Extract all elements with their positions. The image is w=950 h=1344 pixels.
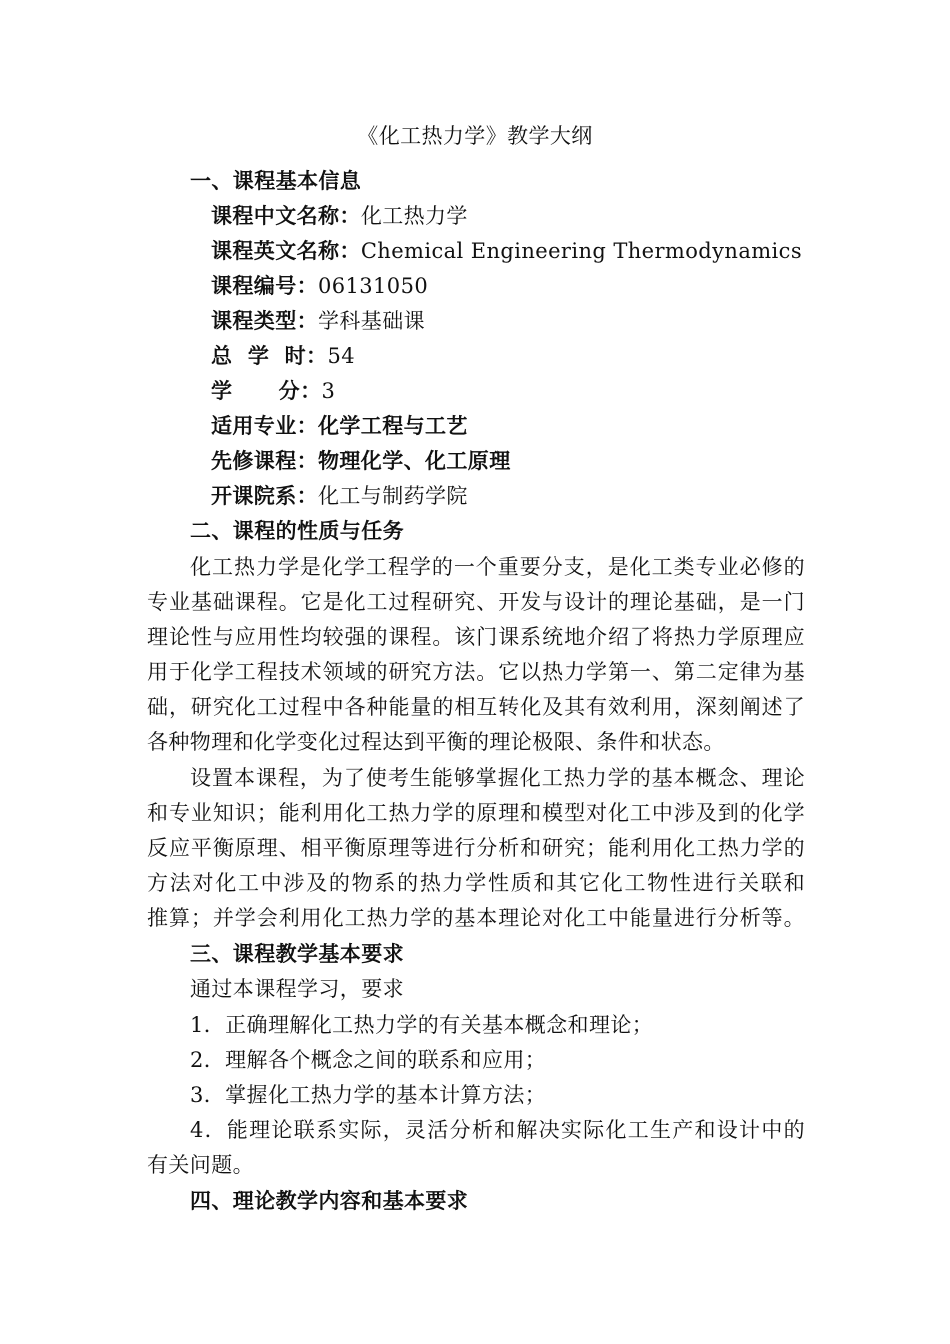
field-total-hours bbox=[211, 342, 355, 370]
field-value: 化学工程与工艺 bbox=[318, 414, 468, 438]
field-prerequisites bbox=[211, 447, 511, 475]
paragraph-line: 用于化学工程技术领域的研究方法。它以热力学第一、第二定律为基 bbox=[147, 660, 805, 684]
list-item: 2．理解各个概念之间的联系和应用； bbox=[190, 1048, 547, 1072]
field-label: 课程中文名称： bbox=[211, 204, 361, 228]
field-major bbox=[211, 412, 468, 440]
list-item: 3．掌握化工热力学的基本计算方法； bbox=[190, 1083, 547, 1107]
field-value: 54 bbox=[327, 344, 355, 368]
field-value: 物理化学、化工原理 bbox=[318, 449, 511, 473]
section-heading-requirements: 三、课程教学基本要求 bbox=[190, 942, 404, 966]
field-course-type bbox=[211, 307, 425, 335]
field-course-code bbox=[211, 272, 428, 300]
field-label: 先修课程： bbox=[211, 449, 318, 473]
field-english-name bbox=[211, 237, 802, 265]
field-chinese-name bbox=[211, 202, 468, 230]
field-value: 化工热力学 bbox=[360, 204, 468, 228]
list-item-continuation: 有关问题。 bbox=[147, 1153, 254, 1177]
field-label: 总 学 时： bbox=[211, 344, 328, 368]
field-label: 课程类型： bbox=[211, 309, 318, 333]
paragraph-line: 础，研究化工过程中各种能量的相互转化及其有效利用，深刻阐述了 bbox=[147, 695, 805, 719]
paragraph-line: 理论性与应用性均较强的课程。该门课系统地介绍了将热力学原理应 bbox=[147, 625, 805, 649]
section-heading-basic-info: 一、课程基本信息 bbox=[190, 169, 362, 193]
paragraph-line: 专业基础课程。它是化工过程研究、开发与设计的理论基础，是一门 bbox=[147, 590, 805, 614]
paragraph-line: 推算；并学会利用化工热力学的基本理论对化工中能量进行分析等。 bbox=[147, 906, 805, 930]
page-title: 《化工热力学》教学大纲 bbox=[357, 124, 593, 148]
section-heading-nature-tasks: 二、课程的性质与任务 bbox=[190, 519, 404, 543]
field-label: 课程英文名称： bbox=[211, 239, 361, 263]
field-value: 化工与制药学院 bbox=[318, 484, 468, 508]
list-item: 4．能理论联系实际，灵活分析和解决实际化工生产和设计中的 bbox=[190, 1118, 805, 1142]
field-department bbox=[211, 482, 468, 510]
paragraph-line: 设置本课程，为了使考生能够掌握化工热力学的基本概念、理论 bbox=[190, 766, 805, 790]
field-value: 06131050 bbox=[318, 274, 429, 298]
paragraph-line: 和专业知识；能利用化工热力学的原理和模型对化工中涉及到的化学 bbox=[147, 801, 805, 825]
paragraph-line: 各种物理和化学变化过程达到平衡的理论极限、条件和状态。 bbox=[147, 730, 725, 754]
list-item: 1．正确理解化工热力学的有关基本概念和理论； bbox=[190, 1013, 654, 1037]
requirements-intro: 通过本课程学习，要求 bbox=[190, 977, 404, 1001]
field-value: 学科基础课 bbox=[318, 309, 425, 333]
paragraph-line: 方法对化工中涉及的物系的热力学性质和其它化工物性进行关联和 bbox=[147, 871, 805, 895]
field-value: 3 bbox=[321, 379, 336, 403]
field-label: 适用专业： bbox=[211, 414, 318, 438]
paragraph-line: 化工热力学是化学工程学的一个重要分支，是化工类专业必修的 bbox=[190, 555, 805, 579]
field-value: Chemical Engineering Thermodynamics bbox=[360, 239, 803, 263]
paragraph-line: 反应平衡原理、相平衡原理等进行分析和研究；能利用化工热力学的 bbox=[147, 836, 805, 860]
field-label: 学 分： bbox=[211, 379, 322, 403]
field-credits bbox=[211, 377, 335, 405]
field-label: 课程编号： bbox=[211, 274, 318, 298]
section-heading-theory-content: 四、理论教学内容和基本要求 bbox=[190, 1189, 469, 1213]
field-label: 开课院系： bbox=[211, 484, 318, 508]
